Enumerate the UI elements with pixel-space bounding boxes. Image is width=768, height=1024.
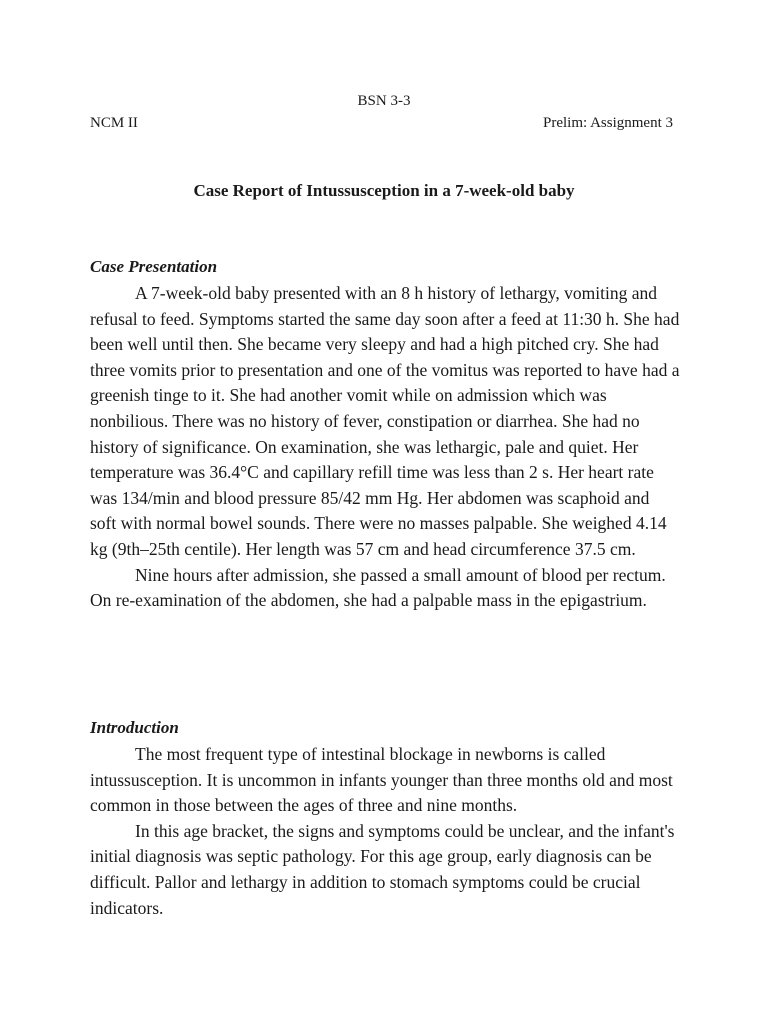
document-title: Case Report of Intussusception in a 7-week-old baby [193,181,575,200]
class-code: BSN 3-3 [357,93,411,109]
case-presentation-heading: Case Presentation [90,257,218,276]
paragraph: The most frequent type of intestinal blockage in newborns is called intussusception. It is uncommon in infants younger than three months old and most common in those between the ages of three and nine months. [90,744,673,816]
case-presentation-body [90,281,680,614]
paragraph: In this age bracket, the signs and symptoms could be unclear, and the infant's initial diagnosis was septic pathology. For this age group, early diagnosis can be difficult. Pallor and lethargy in addition to stomach symptoms could be crucial indicators. [90,820,675,918]
paragraph: Nine hours after admission, she passed a small amount of blood per rectum. On re-examination of the abdomen, she had a palpable mass in the epigastrium. [90,564,666,611]
introduction-body [90,742,680,921]
paragraph: A 7-week-old baby presented with an 8 h history of lethargy, vomiting and refusal to feed. Symptoms started the same day soon after a feed at 11:30 h. She had been well until then. She became very sleepy and had a high pitched cry. She had three vomits prior to presentation and one of the vomitus was reported to have had a greenish tinge to it. She had another vomit while on admission which was nonbilious. There was no history of fever, constipation or diarrhea. She had no history of significance. On examination, she was lethargic, pale and quiet. Her temperature was 36.4°C and capillary refill time was less than 2 s. Her heart rate was 134/min and blood pressure 85/42 mm Hg. Her abdomen was scaphoid and soft with normal bowel sounds. There were no masses palpable. She weighed 4.14 kg (9th–25th centile). Her length was 57 cm and head circumference 37.5 cm. [90,283,680,559]
introduction-heading: Introduction [90,718,179,737]
subject-label: NCM II [90,115,138,131]
assignment-label: Prelim: Assignment 3 [542,115,673,131]
